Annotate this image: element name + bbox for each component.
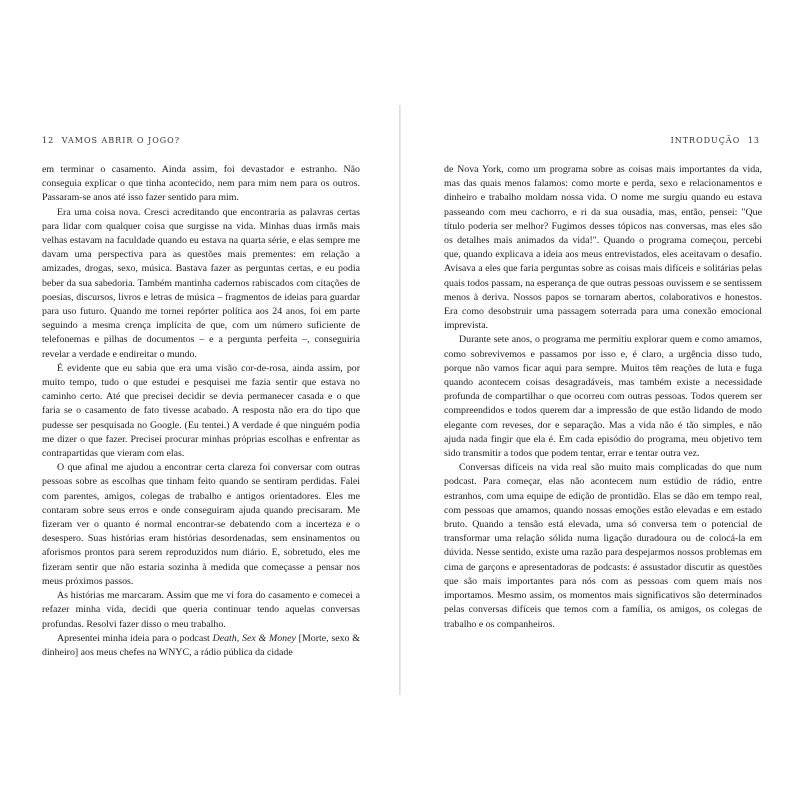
paragraph: É evidente que eu sabia que era uma visão cor-de-rosa, ainda assim, por muito tempo, tudo o que estudei e pesquisei me fazia sentir que estava no caminho certo. Até que precisei decidir se devia permanecer casada e o que faria se o casamento de fato tivesse acabado. A resposta não era do tipo que pudesse ser pesquisada no Google. (Eu tentei.) A verdade é que ninguém podia me dizer o que fazer. Precisei procurar minhas próprias escolhas e enfrentar as contrapartidas que vieram com elas. — [42, 362, 360, 460]
paragraph-text: Apresentei minha ideia para o podcast — [57, 632, 213, 644]
paragraph: de Nova York, como um programa sobre as coisas mais importantes da vida, mas das quais menos falamos: como morte e perda, sexo e relacionamentos e dinheiro e trabalho moldam nossa vida. O nome me surgiu quando eu estava passeando com meu cachorro, e ri da sua ousadia, mas, então, pensei: "Que título poderia ser melhor? Fugimos desses tópicos nas conversas, mas eles são os detalhes mais animados da vida!". Quando o programa começou, percebi que, quando explicava a ideia aos meus entrevistados, eles aceitavam o desafio. Avisava a eles que faria perguntas sobre as coisas mais difíceis e solitárias pelas quais todos passam, na esperança de que outras pessoas ouvissem e se sentissem menos à deriva. Nossos papos se tornaram abertos, colaborativos e honestos. Era como desobstruir uma passagem soterrada para uma conexão emocional imprevista. — [444, 164, 762, 332]
left-running-head-title: VAMOS ABRIR O JOGO? — [61, 136, 181, 145]
paragraph: Era uma coisa nova. Cresci acreditando que encontraria as palavras certas para lidar com qualquer coisa que surgisse na vida. Minhas duas irmãs mais velhas estavam na faculdade quando eu estava na quarta série, e elas sempre me davam uma perspectiva para as questões mais prementes: em relação a amizades, drogas, sexo, música. Bastava fazer as perguntas certas, e eu podia beber da sua sabedoria. Também mantinha cadernos rabiscados com citações de poesias, discursos, livros e letras de música – fragmentos de ideias para guardar para uso futuro. Quando me tornei repórter política aos 24 anos, foi em parte seguindo a mesma crença implícita de que, com um número suficiente de telefonemas e pilhas de documentos – e a pergunta perfeita –, conseguiria revelar a verdade e endireitar o mundo. — [42, 206, 360, 360]
right-page-number: 13 — [747, 136, 760, 145]
paragraph: Conversas difíceis na vida real são muito mais complicadas do que num podcast. Para começar, elas não acontecem num estúdio de rádio, entre estranhos, com uma equipe de edição de prontidão. Elas se dão em tempo real, com pessoas que amamos, quando nossas emoções estão elevadas e em estado bruto. Quando a tensão está elevada, uma só conversa tem o potencial de transformar uma relação sólida numa ligação duradoura ou de colocá-la em dúvida. Nesse sentido, existe uma razão para despejarmos nossos problemas em cima de garçons e apresentadoras de podcasts: é assustador discutir as questões que são mais importantes para nós com as pessoas com quem mais nos importamos. Mesmo assim, os momentos mais significativos são determinados pelas conversas difíceis que temos com a família, os amigos, os colegas de trabalho e os companheiros. — [444, 462, 762, 630]
paragraph: O que afinal me ajudou a encontrar certa clareza foi conversar com outras pessoas sobre as escolhas que tinham feito quando se sentiram perdidas. Falei com parentes, amigos, colegas de trabalho e antigos orientadores. Eles me contaram sobre seus erros e onde conseguiram ajuda quando precisaram. Me fizeram ver o quanto é normal encontrar-se debatendo com a incerteza e o desespero. Suas histórias eram histórias desordenadas, sem ensinamentos ou aforismos prontos para serem reproduzidos num diário. E, sobretudo, eles me fizeram sentir que não estaria sozinha à medida que começasse a pensar nos meus próximos passos. — [42, 462, 360, 587]
right-page — [401, 0, 800, 800]
left-page-number: 12 — [42, 136, 55, 145]
paragraph: As histórias me marcaram. Assim que me vi fora do casamento e comecei a refazer minha vida, decidi que queria continuar tendo aquelas conversas profundas. Resolvi fazer disso o meu trabalho. — [42, 590, 360, 630]
right-running-head-title: INTRODUÇÃO — [670, 136, 741, 145]
podcast-title: Death, Sex & Money — [212, 632, 296, 644]
paragraph-text: [Morte, sexo & dinheiro] aos meus chefes na WNYC, a rádio pública da cidade — [42, 632, 360, 658]
paragraph: em terminar o casamento. Ainda assim, foi devastador e estranho. Não conseguia explicar o que tinha acontecido, nem para mim nem para os outros. Passaram-se anos até isso fazer sentido para mim. — [42, 164, 360, 204]
right-running-head — [671, 136, 764, 145]
paragraph: Durante sete anos, o programa me permitiu explorar quem e como amamos, como sobrevivemos e passamos por isso e, é claro, a urgência disso tudo, porque não vamos ficar aqui para sempre. Muitos têm reações de luta e fuga quando acontecem coisas desagradáveis, mas também existe a necessidade profunda de compartilhar o que ocorreu com outras pessoas. Todos querem ser compreendidos e todos querem dar a impressão de que estão lidando de modo elegante com reveses, dor e separação. Mas a vida não é tão simples, e não ajuda nada fingir que ela é. Em cada episódio do programa, meu objetivo tem sido transmitir a todos que podem tentar, errar e tentar outra vez. — [444, 334, 762, 460]
left-page — [0, 0, 399, 800]
paragraph — [42, 632, 360, 660]
left-page-body — [42, 163, 360, 660]
right-page-body — [444, 163, 762, 632]
left-running-head — [38, 136, 180, 145]
